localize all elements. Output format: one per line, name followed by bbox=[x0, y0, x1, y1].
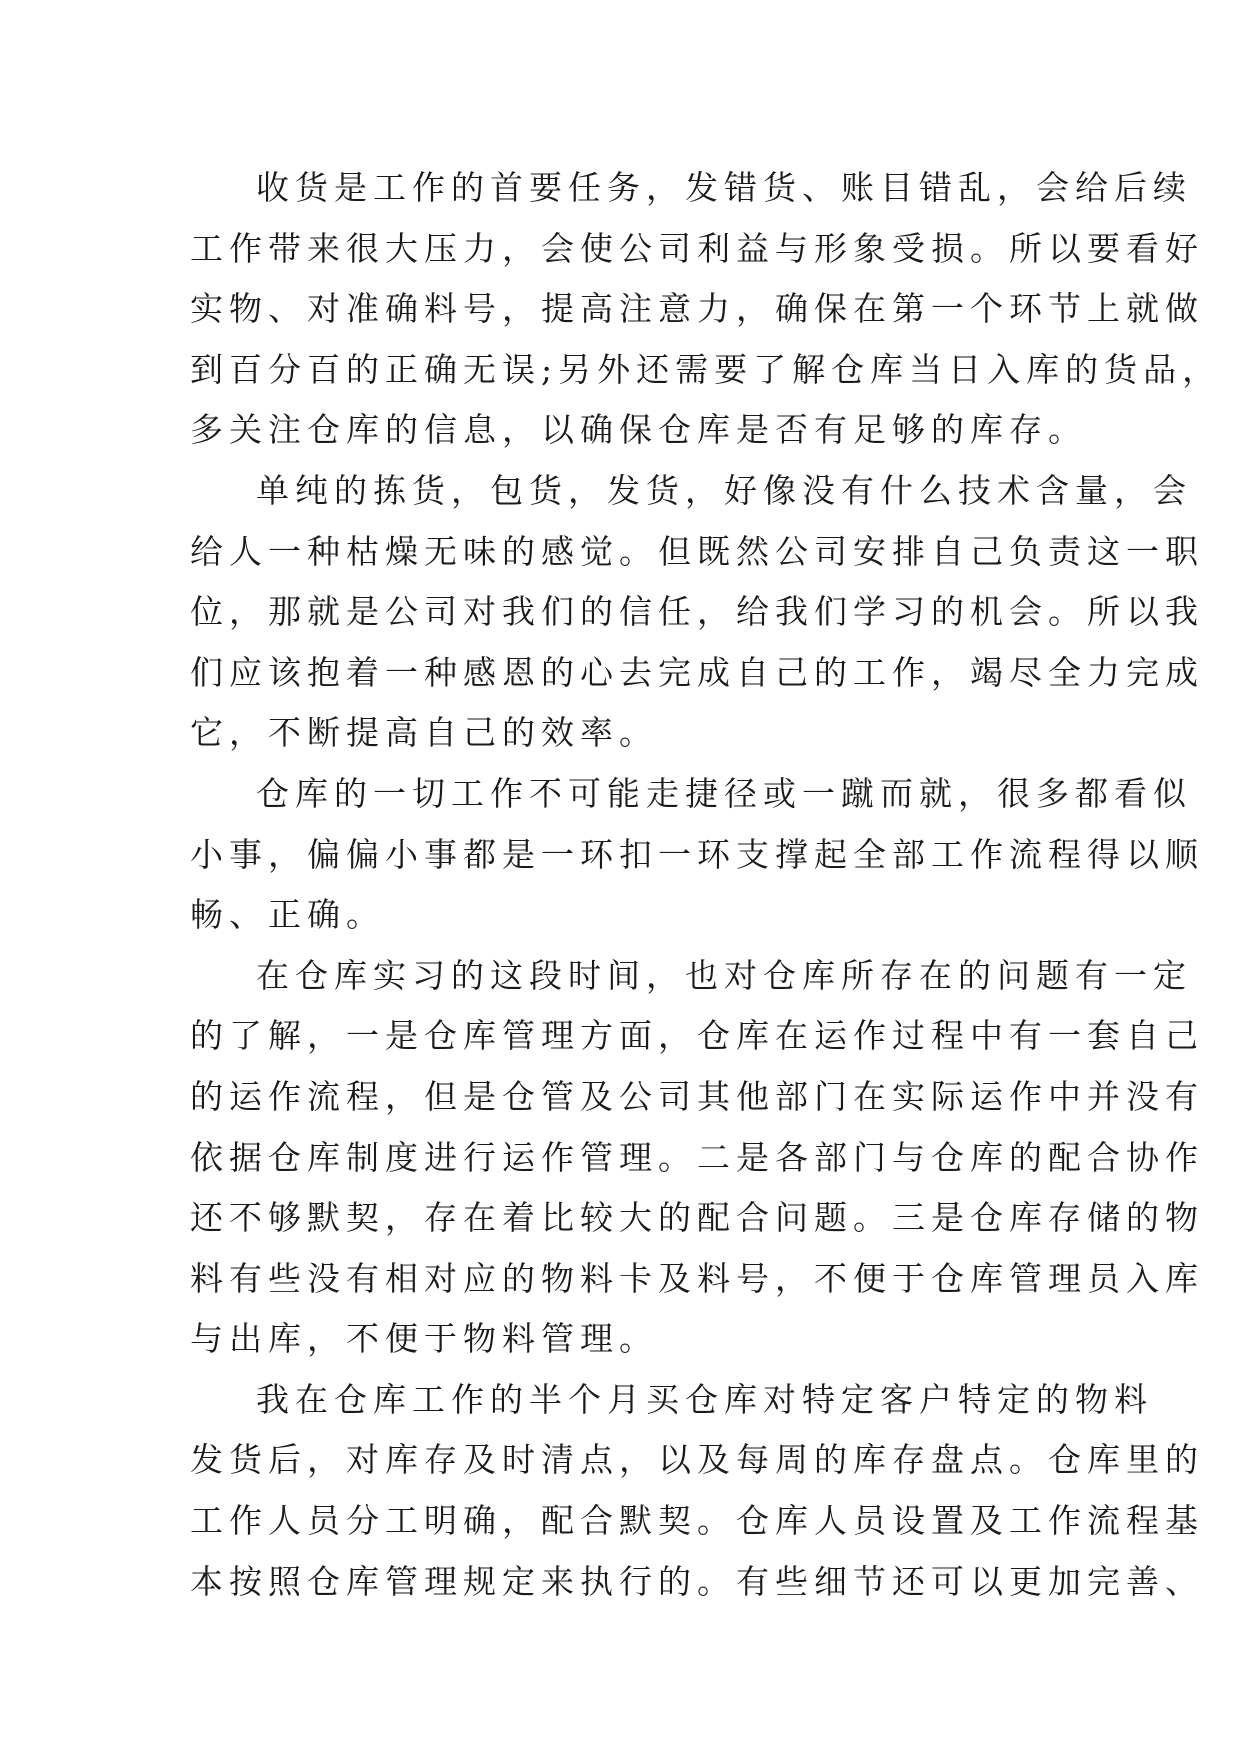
paragraph-5-line-3: 工作人员分工明确，配合默契。仓库人员设置及工作流程基 bbox=[190, 1501, 1204, 1541]
paragraph-4-line-5: 还不够默契，存在着比较大的配合问题。三是仓库存储的物 bbox=[190, 1198, 1204, 1238]
paragraph-4-line-1: 在仓库实习的这段时间，也对仓库所存在的问题有一定 bbox=[256, 955, 1192, 995]
paragraph-4-line-4: 依据仓库制度进行运作管理。二是各部门与仓库的配合协作 bbox=[190, 1137, 1204, 1177]
paragraph-3-line-1: 仓库的一切工作不可能走捷径或一蹴而就，很多都看似 bbox=[256, 773, 1192, 813]
paragraph-2-line-2: 给人一种枯燥无味的感觉。但既然公司安排自己负责这一职 bbox=[190, 531, 1204, 571]
paragraph-5-line-1: 我在仓库工作的半个月买仓库对特定客户特定的物料 bbox=[256, 1379, 1153, 1419]
paragraph-4-line-7: 与出库，不便于物料管理。 bbox=[190, 1319, 658, 1359]
paragraph-3-line-3: 畅、正确。 bbox=[190, 895, 385, 935]
paragraph-1-line-2: 工作带来很大压力，会使公司利益与形象受损。所以要看好 bbox=[190, 228, 1204, 268]
paragraph-2-line-5: 它，不断提高自己的效率。 bbox=[190, 713, 658, 753]
paragraph-3-line-2: 小事，偏偏小事都是一环扣一环支撑起全部工作流程得以顺 bbox=[190, 834, 1204, 874]
paragraph-1-line-5: 多关注仓库的信息，以确保仓库是否有足够的库存。 bbox=[190, 410, 1087, 450]
paragraph-2-line-3: 位，那就是公司对我们的信任，给我们学习的机会。所以我 bbox=[190, 592, 1204, 632]
paragraph-2-line-4: 们应该抱着一种感恩的心去完成自己的工作，竭尽全力完成 bbox=[190, 652, 1204, 692]
paragraph-5-line-4: 本按照仓库管理规定来执行的。有些细节还可以更加完善、 bbox=[190, 1561, 1204, 1601]
paragraph-4-line-6: 料有些没有相对应的物料卡及料号，不便于仓库管理员入库 bbox=[190, 1258, 1204, 1298]
paragraph-2-line-1: 单纯的拣货，包货，发货，好像没有什么技术含量，会 bbox=[256, 470, 1192, 510]
paragraph-1-line-3: 实物、对准确料号，提高注意力，确保在第一个环节上就做 bbox=[190, 289, 1204, 329]
document-body bbox=[190, 158, 1222, 1612]
paragraph-1-line-1: 收货是工作的首要任务，发错货、账目错乱，会给后续 bbox=[256, 168, 1192, 207]
paragraph-1-line-4: 到百分百的正确无误;另外还需要了解仓库当日入库的货品， bbox=[190, 349, 1222, 389]
paragraph-5-line-2: 发货后，对库存及时清点，以及每周的库存盘点。仓库里的 bbox=[190, 1440, 1204, 1480]
paragraph-4-line-2: 的了解，一是仓库管理方面，仓库在运作过程中有一套自己 bbox=[190, 1016, 1204, 1056]
paragraph-4-line-3: 的运作流程，但是仓管及公司其他部门在实际运作中并没有 bbox=[190, 1076, 1204, 1116]
